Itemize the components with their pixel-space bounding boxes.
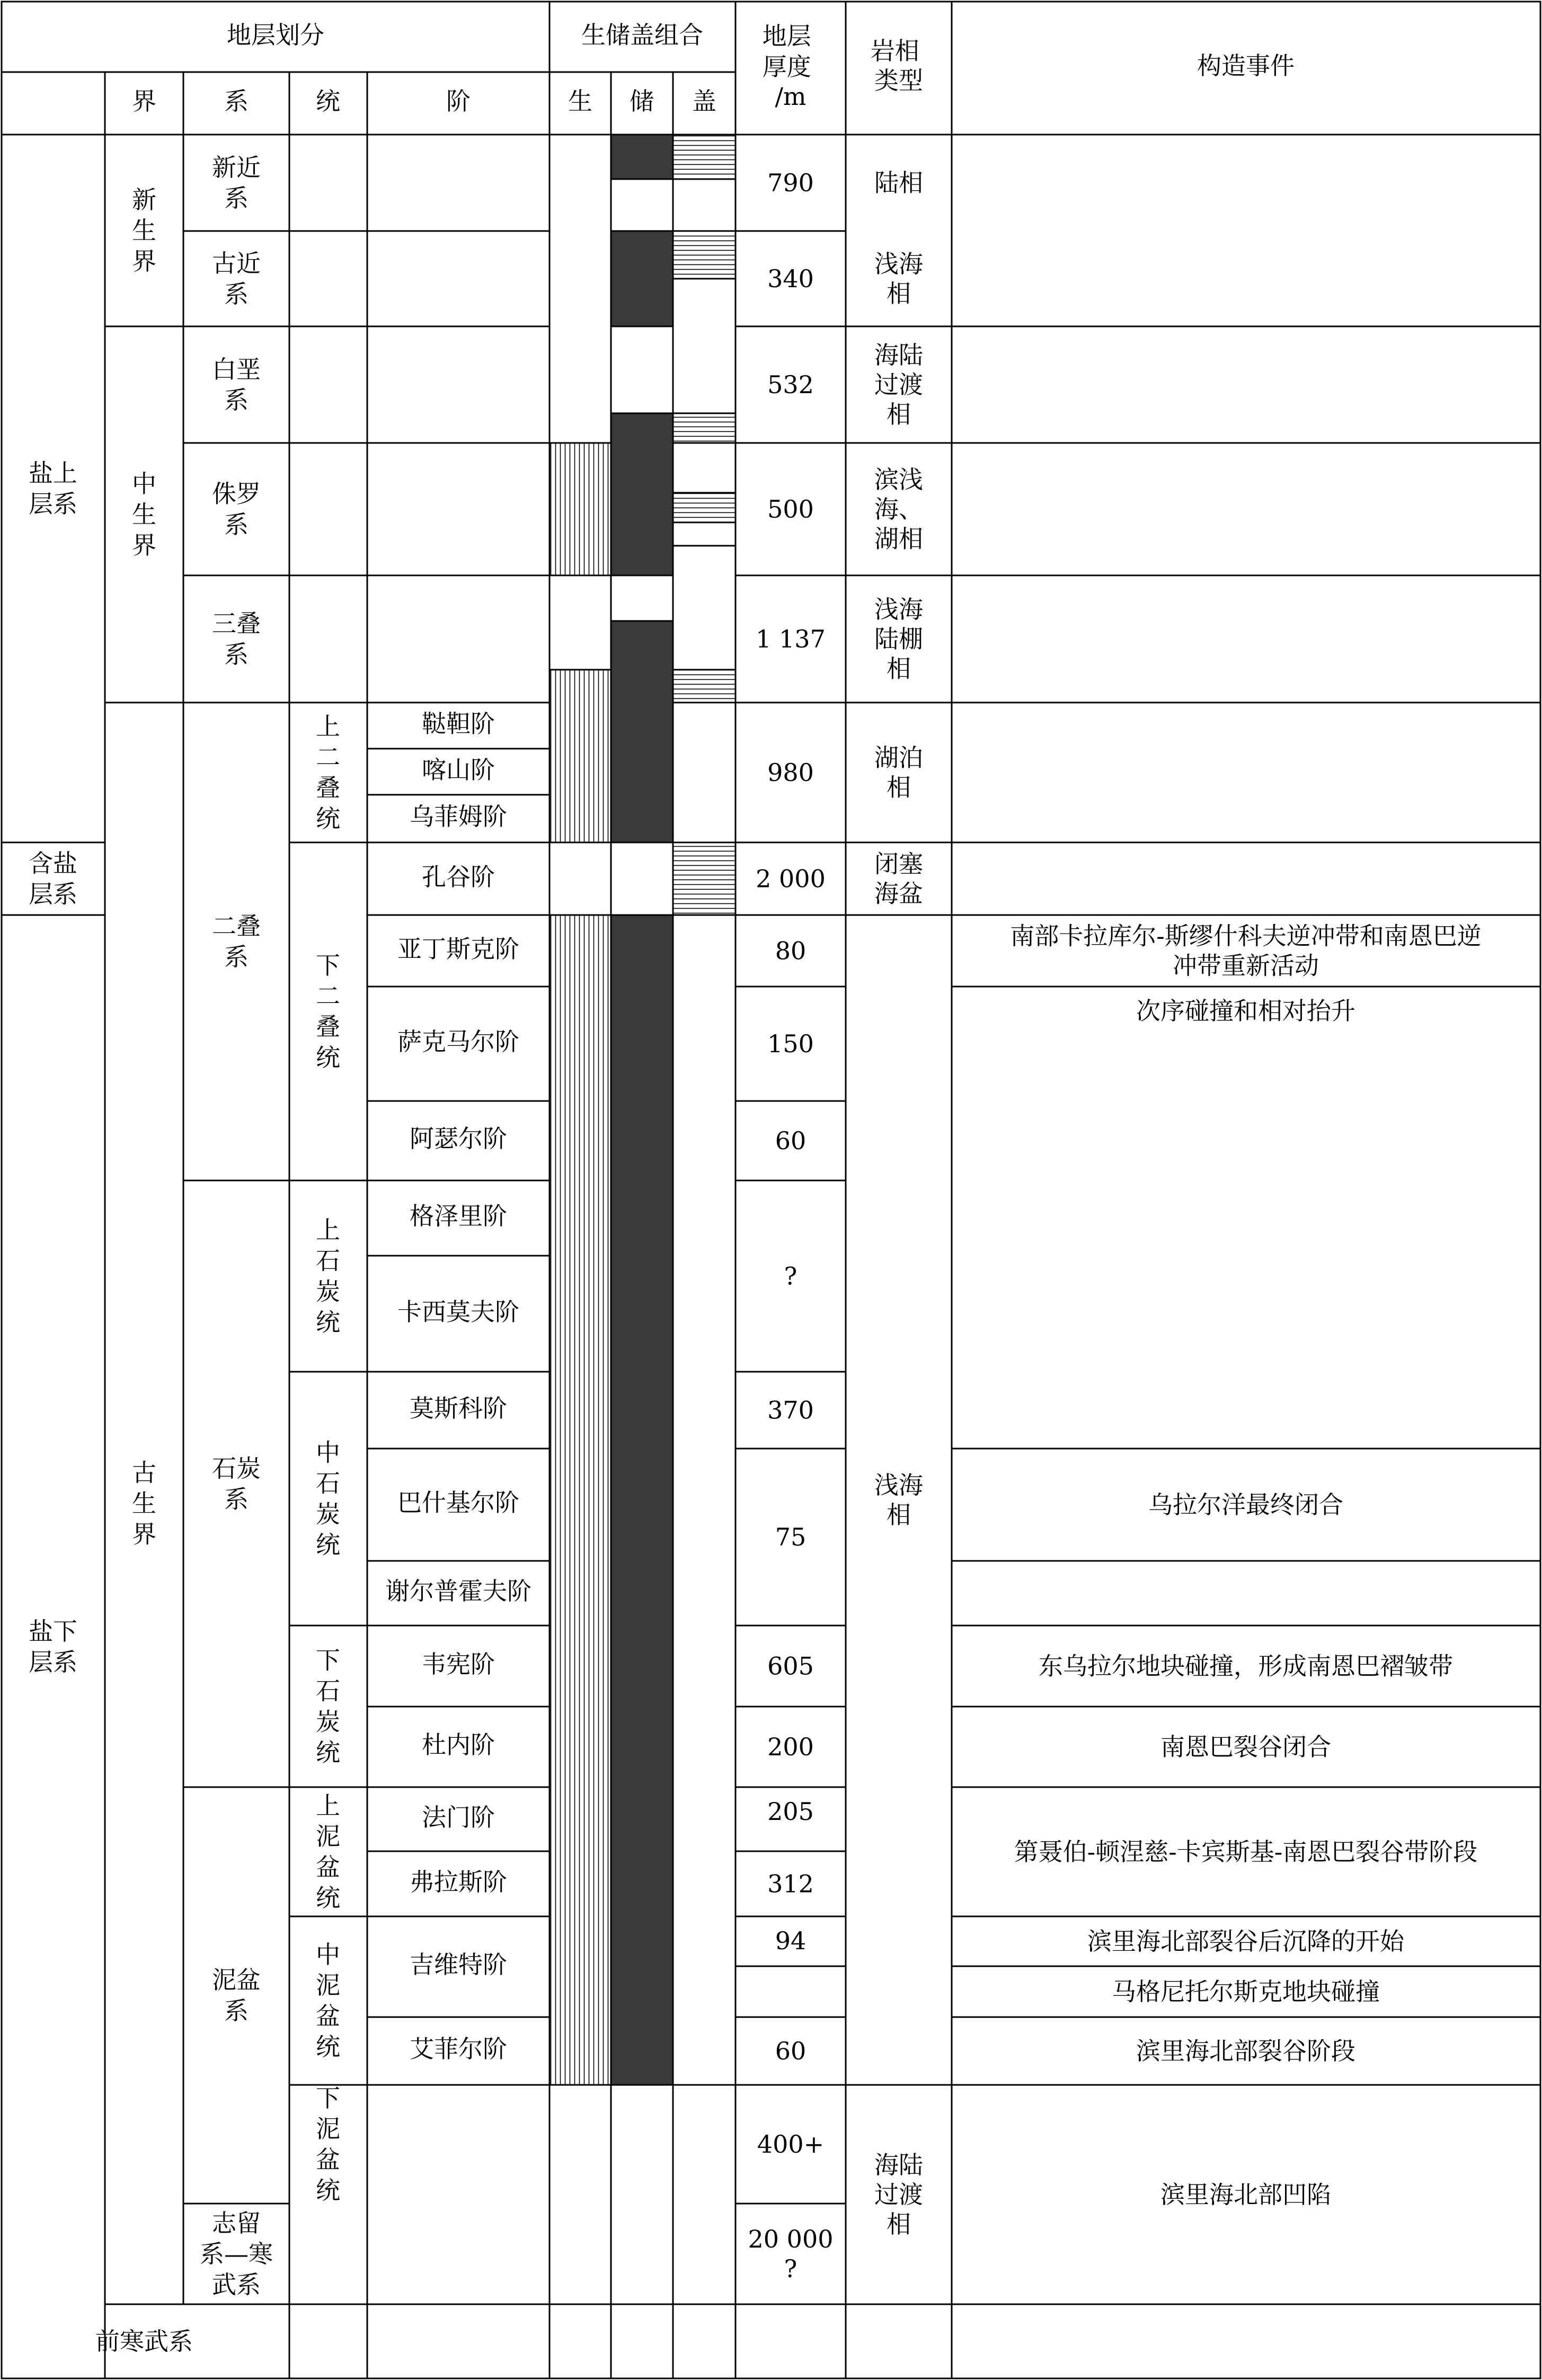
header-facies-line: 类型 xyxy=(874,66,923,95)
system-label-line: 系 xyxy=(224,386,249,414)
system-label-line: 系—寒 xyxy=(200,2240,273,2268)
series-label-line: 统 xyxy=(316,1738,340,1767)
system-label-line: 白垩 xyxy=(212,355,261,384)
thickness-value-line: 790 xyxy=(767,168,814,197)
thickness-value xyxy=(784,1262,797,1291)
system-label-line: 系 xyxy=(224,510,249,539)
facies-label xyxy=(874,850,923,908)
header-facies-line: 岩相 xyxy=(870,37,919,65)
erathem-label-line: 界 xyxy=(132,531,156,560)
header-cap: 盖 xyxy=(692,87,716,116)
event-label xyxy=(1136,2037,1355,2065)
facies-label-line: 海陆 xyxy=(874,2151,923,2179)
erathem-label-line: 界 xyxy=(132,1520,156,1549)
system-label-line: 武系 xyxy=(212,2270,261,2299)
reservoir-fill xyxy=(611,231,673,326)
stage-label: 喀山阶 xyxy=(422,756,495,784)
series-label-line: 统 xyxy=(316,2176,340,2205)
series-label-line: 上 xyxy=(316,1215,340,1245)
facies-label-line: 相 xyxy=(887,279,911,308)
series-label-line: 叠 xyxy=(316,1013,340,1041)
cap-hatch xyxy=(673,135,735,179)
facies-label xyxy=(874,743,923,802)
thickness-value-line: 605 xyxy=(767,1651,814,1681)
header-reservoir: 储 xyxy=(630,87,654,116)
thickness-value xyxy=(767,1029,814,1058)
thickness-value xyxy=(767,495,814,523)
header-thickness-line: /m xyxy=(775,82,807,111)
facies-label xyxy=(874,168,923,197)
layer-label-line: 层系 xyxy=(29,880,77,909)
layer-label xyxy=(29,459,77,518)
thickness-value xyxy=(767,1797,814,1826)
series-label-line: 统 xyxy=(316,1884,340,1912)
system-label xyxy=(212,479,261,539)
series-label-line: 炭 xyxy=(316,1499,340,1529)
series-label xyxy=(316,1646,340,1767)
facies-label-line: 闭塞 xyxy=(874,849,923,878)
series-label-line: 统 xyxy=(316,1530,340,1559)
thickness-value xyxy=(775,1523,807,1551)
cap-hatch xyxy=(673,493,735,522)
reservoir-fill xyxy=(611,413,673,575)
facies-label-line: 相 xyxy=(887,773,911,802)
thickness-value-line: 75 xyxy=(775,1523,807,1551)
thickness-value xyxy=(775,937,807,965)
facies-label-line: 相 xyxy=(887,400,911,429)
thickness-value xyxy=(767,1733,814,1761)
thickness-value-line: 400+ xyxy=(757,2130,825,2159)
series-label-line: 炭 xyxy=(316,1707,340,1736)
erathem-label-line: 中 xyxy=(132,469,156,498)
event-label xyxy=(1112,1977,1380,2006)
system-label-line: 三叠 xyxy=(212,609,261,638)
thickness-value xyxy=(756,865,826,893)
header-system: 系 xyxy=(224,87,249,116)
stage-label: 萨克马尔阶 xyxy=(397,1027,519,1056)
series-label xyxy=(316,1438,340,1559)
series-label xyxy=(316,951,340,1072)
series-label-line: 上 xyxy=(316,1791,340,1820)
facies-label-line: 浅海 xyxy=(874,595,923,624)
thickness-value-line: 370 xyxy=(767,1396,814,1425)
series-label-line: 统 xyxy=(316,2032,340,2061)
facies-label xyxy=(874,341,923,429)
event-label xyxy=(1039,1652,1453,1681)
series-label-line: 下 xyxy=(316,951,340,980)
event-label xyxy=(1160,2180,1331,2209)
thickness-value xyxy=(767,264,814,293)
facies-label-line: 过渡 xyxy=(874,2180,923,2209)
thickness-value xyxy=(756,625,826,653)
system-label-line: 系 xyxy=(224,640,249,669)
petroleum-system-fills xyxy=(550,135,735,2085)
system-label-line: 系 xyxy=(224,1485,249,1514)
facies-label xyxy=(874,1471,923,1529)
layer-label-line: 层系 xyxy=(29,1648,77,1676)
series-label xyxy=(316,1791,340,1912)
facies-label-line: 陆相 xyxy=(874,168,923,197)
header-erathem: 界 xyxy=(132,87,156,116)
system-label-line: 系 xyxy=(224,184,249,212)
stage-label: 吉维特阶 xyxy=(410,1950,507,1979)
cap-hatch xyxy=(673,842,735,915)
series-label-line: 下 xyxy=(316,1646,340,1675)
layer-label xyxy=(29,849,77,909)
erathem-label xyxy=(95,2327,193,2356)
system-label xyxy=(212,609,261,669)
stage-label: 阿瑟尔阶 xyxy=(410,1124,507,1153)
event-label-line: 南部卡拉库尔-斯缪什科夫逆冲带和南恩巴逆 xyxy=(1010,921,1482,951)
thickness-value-line: ? xyxy=(784,1262,797,1291)
erathem-label-line: 生 xyxy=(132,1489,156,1518)
thickness-value-line: 94 xyxy=(775,1926,807,1955)
thickness-value-line: 1 137 xyxy=(756,625,826,653)
event-label xyxy=(1148,1490,1343,1519)
thickness-value xyxy=(757,2130,824,2159)
thickness-value-line: 150 xyxy=(767,1029,814,1058)
series-label-line: 中 xyxy=(316,1940,340,1969)
facies-label xyxy=(874,595,923,683)
thickness-value xyxy=(775,2037,807,2065)
event-label-line: 南恩巴裂谷闭合 xyxy=(1160,1733,1331,1761)
system-label-line: 系 xyxy=(224,1996,249,2025)
stage-label: 孔谷阶 xyxy=(422,863,495,891)
thickness-value-line: 200 xyxy=(767,1733,814,1761)
series-label-line: 二 xyxy=(316,982,340,1010)
system-label-line: 石炭 xyxy=(212,1454,261,1483)
system-label-line: 系 xyxy=(224,280,249,308)
series-label-line: 盆 xyxy=(316,2145,340,2174)
thickness-value xyxy=(775,1126,807,1155)
facies-label-line: 过渡 xyxy=(874,370,923,399)
facies-label-line: 海、 xyxy=(874,495,923,523)
series-label-line: 统 xyxy=(316,1043,340,1072)
facies-label-line: 海盆 xyxy=(874,879,923,908)
system-label-line: 泥盆 xyxy=(212,1966,261,1994)
event-label xyxy=(1010,922,1482,980)
thickness-value xyxy=(767,1870,814,1898)
stage-label: 弗拉斯阶 xyxy=(410,1868,507,1896)
header-series: 统 xyxy=(316,87,340,116)
series-label-line: 泥 xyxy=(316,2115,340,2143)
series-label xyxy=(316,712,340,833)
event-label-line: 滨里海北部裂谷后沉降的开始 xyxy=(1087,1927,1404,1956)
event-label-line: 滨里海北部裂谷阶段 xyxy=(1136,2037,1355,2065)
thickness-value xyxy=(767,168,814,197)
erathem-label xyxy=(132,1459,156,1549)
facies-label-line: 滨浅 xyxy=(874,465,923,494)
stage-label: 卡西莫夫阶 xyxy=(397,1298,519,1326)
system-label-line: 二叠 xyxy=(212,912,261,940)
header-thickness xyxy=(763,22,819,111)
thickness-value-line: 2 000 xyxy=(756,864,826,893)
stage-label: 韦宪阶 xyxy=(422,1650,495,1679)
facies-label-line: 浅海 xyxy=(874,250,923,278)
layer-label-line: 盐上 xyxy=(29,459,77,487)
stage-label: 亚丁斯克阶 xyxy=(397,935,519,963)
event-label-line: 第聂伯-顿涅慈-卡宾斯基-南恩巴裂谷带阶段 xyxy=(1014,1837,1478,1866)
system-label-line: 古近 xyxy=(212,249,261,278)
thickness-value-line: 205 xyxy=(767,1797,814,1826)
system-label xyxy=(212,1966,261,2025)
system-label-line: 系 xyxy=(224,943,249,971)
header-division: 地层划分 xyxy=(227,21,324,49)
reservoir-fill xyxy=(611,915,673,2085)
event-label-line: 冲带重新活动 xyxy=(1173,951,1319,980)
system-label xyxy=(212,249,261,308)
thickness-value xyxy=(767,370,814,399)
system-label-line: 志留 xyxy=(212,2209,261,2237)
series-label-line: 叠 xyxy=(316,774,340,802)
series-label-line: 石 xyxy=(316,1676,340,1706)
erathem-label-line: 生 xyxy=(132,216,156,245)
source-hatch xyxy=(550,915,611,2085)
event-label-line: 滨里海北部凹陷 xyxy=(1160,2180,1331,2209)
series-label xyxy=(316,1216,340,1337)
layer-label-line: 含盐 xyxy=(29,849,77,878)
erathem-label-line: 界 xyxy=(132,247,156,276)
erathem-label-line: 新 xyxy=(132,185,156,214)
series-label xyxy=(316,2084,340,2205)
stage-label: 鞑靼阶 xyxy=(422,709,495,738)
layer-label xyxy=(29,1617,77,1676)
facies-label-line: 湖相 xyxy=(874,525,923,553)
event-label-line: 东乌拉尔地块碰撞，形成南恩巴褶皱带 xyxy=(1039,1651,1453,1681)
facies-label-line: 湖泊 xyxy=(874,743,923,772)
thickness-value-line: 340 xyxy=(767,264,814,293)
layer-label-line: 层系 xyxy=(29,490,77,518)
facies-label-line: 陆棚 xyxy=(874,625,923,653)
series-label-line: 泥 xyxy=(316,1822,340,1851)
event-label-line: 马格尼托尔斯克地块碰撞 xyxy=(1112,1977,1380,2006)
stage-label: 乌菲姆阶 xyxy=(410,802,507,831)
system-label xyxy=(212,153,261,212)
stage-label: 杜内阶 xyxy=(422,1730,495,1759)
stage-label: 艾菲尔阶 xyxy=(410,2035,507,2063)
facies-label-line: 相 xyxy=(887,1500,911,1529)
facies-label xyxy=(874,250,923,308)
layer-label-line: 盐下 xyxy=(29,1617,77,1646)
facies-label-line: 海陆 xyxy=(874,341,923,369)
source-hatch xyxy=(550,670,611,842)
series-label-line: 统 xyxy=(316,1308,340,1337)
header-events: 构造事件 xyxy=(1197,51,1295,80)
system-label-line: 侏罗 xyxy=(212,479,261,508)
thickness-value-line: 60 xyxy=(775,1126,807,1155)
reservoir-fill xyxy=(611,135,673,179)
series-label-line: 泥 xyxy=(316,1971,340,2000)
reservoir-fill xyxy=(611,621,673,842)
system-label-line: 新近 xyxy=(212,153,261,182)
thickness-value-line: 500 xyxy=(767,495,814,523)
thickness-value-line: 312 xyxy=(767,1869,814,1898)
series-label-line: 盆 xyxy=(316,2002,340,2030)
erathem-label xyxy=(132,469,156,560)
event-label xyxy=(1087,1927,1405,1956)
thickness-value xyxy=(767,1652,814,1681)
header-thickness-line: 厚度 xyxy=(762,52,811,81)
header-facies xyxy=(871,37,927,95)
event-label xyxy=(1014,1837,1478,1866)
thickness-value-line: 80 xyxy=(775,936,807,965)
thickness-value xyxy=(767,1396,814,1425)
series-label-line: 盆 xyxy=(316,1853,340,1881)
series-label-line: 二 xyxy=(316,743,340,771)
series-label-line: 下 xyxy=(316,2084,340,2112)
system-label xyxy=(212,1454,261,1514)
thickness-value-line: 20 000 xyxy=(748,2225,834,2253)
cap-hatch xyxy=(673,231,735,279)
system-label xyxy=(212,355,261,414)
stage-label: 巴什基尔阶 xyxy=(397,1488,519,1517)
thickness-value xyxy=(767,758,814,787)
facies-label xyxy=(874,2151,923,2239)
series-label-line: 统 xyxy=(316,804,340,833)
series-label-line: 上 xyxy=(316,712,340,741)
facies-label xyxy=(874,465,923,553)
facies-label-line: 相 xyxy=(887,2210,911,2239)
erathem-label-line: 生 xyxy=(132,500,156,529)
facies-label-line: 相 xyxy=(887,654,911,683)
thickness-value-line: 60 xyxy=(775,2037,807,2065)
event-label xyxy=(1136,997,1355,1025)
event-label-line: 乌拉尔洋最终闭合 xyxy=(1148,1490,1343,1519)
thickness-value-line: 532 xyxy=(767,370,814,399)
thickness-value xyxy=(748,2225,834,2283)
stage-label: 谢尔普霍夫阶 xyxy=(385,1577,531,1605)
header-source: 生 xyxy=(568,87,592,116)
series-label-line: 石 xyxy=(316,1246,340,1275)
header-stage: 阶 xyxy=(446,87,471,116)
source-hatch xyxy=(550,443,611,575)
stage-label: 莫斯科阶 xyxy=(410,1394,507,1423)
thickness-value xyxy=(775,1926,807,1955)
facies-label-line: 浅海 xyxy=(874,1471,923,1499)
erathem-label xyxy=(132,185,156,276)
cap-hatch xyxy=(673,670,735,699)
series-label-line: 炭 xyxy=(316,1277,340,1306)
cap-hatch xyxy=(673,413,735,443)
header-combo: 生储盖组合 xyxy=(581,21,703,49)
event-label-line: 次序碰撞和相对抬升 xyxy=(1136,997,1355,1025)
erathem-label-line: 前寒武系 xyxy=(95,2327,193,2356)
thickness-value-line: 980 xyxy=(767,758,814,787)
thickness-value-line: ? xyxy=(784,2254,797,2283)
stage-label: 法门阶 xyxy=(422,1803,495,1832)
series-label-line: 石 xyxy=(316,1469,340,1498)
stage-label: 格泽里阶 xyxy=(410,1202,507,1230)
system-label xyxy=(200,2209,273,2299)
system-label xyxy=(212,912,261,971)
event-label xyxy=(1160,1733,1331,1761)
header-thickness-line: 地层 xyxy=(762,22,811,50)
erathem-label-line: 古 xyxy=(132,1458,156,1487)
series-label xyxy=(316,1940,340,2061)
series-label-line: 中 xyxy=(316,1438,340,1467)
